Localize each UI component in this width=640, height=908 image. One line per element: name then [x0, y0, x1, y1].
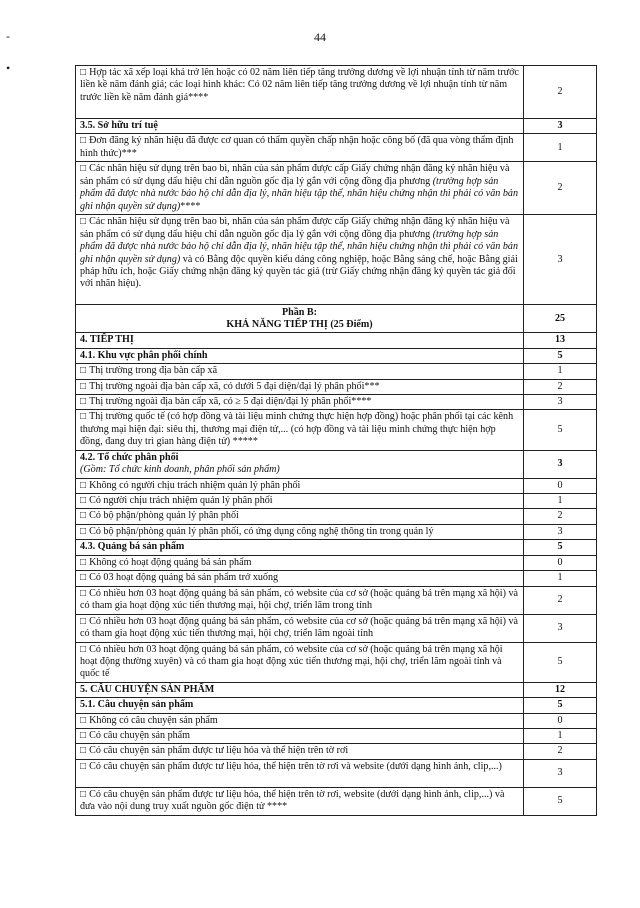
criterion-note: (trường hợp sản phẩm đã được nhà nước bảo hộ chỉ dẫn địa lý, nhãn hiệu tập thể, nhãn hiệu chứng nhận thì phải có văn bản ghi nhận quyền sử dụng)	[80, 228, 518, 265]
score-cell: 1	[524, 364, 597, 379]
criterion-cell	[76, 450, 524, 478]
criterion-text: Có nhiều hơn 03 hoạt động quảng bá sản phẩm, có website của cơ sở (hoặc quảng bá trên mạng xã hội hoạt động thường xuyên) và có tham gia hoạt động xúc tiến thương mại, hội chợ, triển lãm ngoài tỉnh và quốc tế	[80, 643, 503, 680]
criterion-row	[76, 713, 597, 728]
criterion-cell	[76, 348, 524, 363]
section-heading: 5. CÂU CHUYỆN SẢN PHẨM	[80, 683, 215, 695]
checkbox-icon: □	[80, 163, 87, 175]
checkbox-icon: □	[80, 510, 87, 522]
criterion-cell	[76, 614, 524, 642]
section-heading-row	[76, 450, 597, 478]
checkbox-icon: □	[80, 479, 87, 491]
criterion-cell	[76, 494, 524, 509]
criterion-row	[76, 524, 597, 539]
criterion-cell	[76, 410, 524, 450]
criterion-row	[76, 215, 597, 305]
criterion-cell	[76, 698, 524, 713]
section-heading: 4.3. Quảng bá sản phẩm	[80, 541, 185, 553]
checkbox-icon: □	[80, 216, 87, 228]
criterion-row	[76, 364, 597, 379]
score-cell: 5	[524, 787, 597, 815]
criterion-text: Có câu chuyện sản phẩm được tư liệu hóa, thể hiện trên tờ rơi và website (dưới dạng hình ảnh, clip,...)	[89, 760, 502, 772]
score-cell: 1	[524, 728, 597, 743]
score-cell: 2	[524, 162, 597, 215]
checkbox-icon: □	[80, 587, 87, 599]
criterion-cell	[76, 642, 524, 682]
section-heading-row	[76, 698, 597, 713]
section-heading-row	[76, 540, 597, 555]
section-heading-row	[76, 119, 597, 134]
criterion-cell	[76, 119, 524, 134]
criterion-text: Có nhiều hơn 03 hoạt động quảng bá sản phẩm, có website của cơ sở (hoặc quảng bá trên mạng xã hội) và có tham gia hoạt động xúc tiến thương mại, hội chợ, triển lãm trong tỉnh	[80, 587, 519, 611]
score-cell: 3	[524, 395, 597, 410]
criterion-row	[76, 642, 597, 682]
checkbox-icon: □	[80, 572, 87, 584]
part-row	[76, 305, 597, 333]
score-cell: 2	[524, 379, 597, 394]
section-heading-row	[76, 348, 597, 363]
criterion-row	[76, 478, 597, 493]
criterion-note: (trường hợp sản phẩm đã được nhà nước bảo hộ chỉ dẫn địa lý, nhãn hiệu tập thể, nhãn hiệu chứng nhận thì phải có văn bản ghi nhận quyền sử dụng)	[80, 175, 518, 212]
criterion-cell	[76, 540, 524, 555]
checkbox-icon: □	[80, 380, 87, 392]
criterion-row	[76, 744, 597, 759]
criterion-row	[76, 586, 597, 614]
score-cell: 0	[524, 478, 597, 493]
section-heading-row	[76, 333, 597, 348]
criterion-cell	[76, 682, 524, 697]
criterion-row	[76, 379, 597, 394]
criterion-row	[76, 134, 597, 162]
score-cell: 1	[524, 494, 597, 509]
section-heading-row	[76, 682, 597, 697]
score-cell: 3	[524, 524, 597, 539]
criterion-text: Có câu chuyện sản phẩm được tư liệu hóa, thể hiện trên tờ rơi, website (dưới dạng hình ảnh, clip,...) và đưa vào nội dung truy xuất nguồn gốc điện tử ****	[80, 788, 505, 813]
criterion-text: Có người chịu trách nhiệm quản lý phân phối	[89, 495, 273, 507]
criteria-table	[75, 65, 597, 816]
score-cell: 13	[524, 333, 597, 348]
criterion-cell	[76, 305, 524, 333]
criterion-row	[76, 410, 597, 450]
score-cell: 5	[524, 410, 597, 450]
checkbox-icon: □	[80, 556, 87, 568]
criterion-row	[76, 509, 597, 524]
criterion-text: Có câu chuyện sản phẩm	[89, 729, 191, 741]
checkbox-icon: □	[80, 396, 87, 408]
criterion-text: Các nhãn hiệu sử dụng trên bao bì, nhãn của sản phẩm được cấp Giấy chứng nhận đăng ký nhãn hiệu và sản phẩm có sử dụng dấu hiệu chỉ dẫn nguồn gốc địa lý gắn với cộng đồng địa phương	[80, 163, 510, 187]
criterion-cell	[76, 333, 524, 348]
criterion-text: Thị trường quốc tế (có hợp đồng và tài liệu minh chứng thực hiện hợp đồng) hoặc phân phối tại các kênh thương mại hiện đại: siêu thị, thương mại điện tử,... (có hợp đồng và tài liệu minh chứng thực hiện hợp đồng, đang duy trì gian hàng điện tử) *****	[80, 411, 514, 448]
criterion-cell	[76, 379, 524, 394]
score-cell: 5	[524, 698, 597, 713]
page-number: 44	[314, 30, 326, 44]
checkbox-icon: □	[80, 729, 87, 741]
criterion-text: Các nhãn hiệu sử dụng trên bao bì, nhãn của sản phẩm được cấp Giấy chứng nhận đăng ký nhãn hiệu và sản phẩm có sử dụng dấu hiệu chỉ dẫn nguồn gốc địa lý gắn với cộng đồng địa phương	[80, 216, 510, 240]
criterion-row	[76, 162, 597, 215]
criterion-cell	[76, 744, 524, 759]
criterion-text: Có 03 hoạt động quảng bá sản phẩm trở xuống	[89, 572, 279, 584]
criterion-cell	[76, 478, 524, 493]
criterion-cell	[76, 713, 524, 728]
criterion-cell	[76, 555, 524, 570]
criterion-text: Có nhiều hơn 03 hoạt động quảng bá sản phẩm, có website của cơ sở (hoặc quảng bá trên mạng xã hội) và có tham gia hoạt động xúc tiến thương mại, hội chợ, triển lãm ngoài tỉnh	[80, 615, 519, 639]
score-cell: 2	[524, 66, 597, 119]
part-label: Phần B:	[281, 306, 318, 318]
criterion-row	[76, 614, 597, 642]
criterion-cell	[76, 586, 524, 614]
score-cell: 1	[524, 571, 597, 586]
criterion-text: Có bộ phận/phòng quản lý phân phối	[89, 510, 239, 522]
checkbox-icon: □	[80, 495, 87, 507]
score-cell: 3	[524, 119, 597, 134]
score-cell: 3	[524, 215, 597, 305]
criterion-row	[76, 759, 597, 787]
criterion-row	[76, 571, 597, 586]
checkbox-icon: □	[80, 760, 87, 772]
checkbox-icon: □	[80, 135, 87, 147]
criterion-row	[76, 66, 597, 119]
score-cell: 0	[524, 555, 597, 570]
score-cell: 5	[524, 642, 597, 682]
section-heading: 4.2. Tổ chức phân phối	[80, 451, 179, 463]
criterion-text: Có câu chuyện sản phẩm được tư liệu hóa và thể hiện trên tờ rơi	[89, 745, 349, 757]
criterion-text-tail: và có Bằng độc quyền kiểu dáng công nghiệp, hoặc Bằng sáng chế, hoặc Bằng giải pháp hữu ích, hoặc Giấy chứng nhận đăng ký quyền tác giả (trừ Giấy chứng nhận đăng ký quyền tác giả đối với nhãn hiệu).	[80, 253, 518, 290]
criterion-cell	[76, 509, 524, 524]
checkbox-icon: □	[80, 365, 87, 377]
criterion-text: Đơn đăng ký nhãn hiệu đã được cơ quan có thẩm quyền chấp nhận hoặc công bố (đã qua vòng thẩm định hình thức)***	[80, 135, 514, 159]
checkbox-icon: □	[80, 525, 87, 537]
score-cell: 2	[524, 586, 597, 614]
criterion-cell	[76, 728, 524, 743]
checkbox-icon: □	[80, 411, 87, 423]
criterion-cell	[76, 162, 524, 215]
checkbox-icon: □	[80, 714, 87, 726]
criterion-text: Không có câu chuyện sản phẩm	[89, 714, 218, 726]
score-cell: 2	[524, 744, 597, 759]
criterion-cell	[76, 571, 524, 586]
checkbox-icon: □	[80, 788, 87, 800]
section-subtitle: (Gồm: Tổ chức kinh doanh, phân phối sản phẩm)	[80, 464, 280, 476]
score-cell: 2	[524, 509, 597, 524]
checkbox-icon: □	[80, 643, 87, 655]
criterion-cell	[76, 134, 524, 162]
score-cell: 5	[524, 348, 597, 363]
score-cell: 3	[524, 450, 597, 478]
score-cell: 12	[524, 682, 597, 697]
criterion-row	[76, 787, 597, 815]
criterion-text: Thị trường trong địa bàn cấp xã	[89, 365, 218, 377]
criterion-text: Có bộ phận/phòng quản lý phân phối, có ứng dụng công nghệ thông tin trong quản lý	[89, 525, 434, 537]
criterion-cell	[76, 364, 524, 379]
score-cell: 0	[524, 713, 597, 728]
criterion-cell	[76, 759, 524, 787]
part-title: KHẢ NĂNG TIẾP THỊ (25 Điểm)	[226, 318, 373, 330]
criterion-cell	[76, 66, 524, 119]
section-heading: 4.1. Khu vực phân phối chính	[80, 349, 208, 361]
criterion-text: Không có hoạt động quảng bá sản phẩm	[89, 556, 252, 568]
score-cell: 5	[524, 540, 597, 555]
criterion-row	[76, 555, 597, 570]
checkbox-icon: □	[80, 745, 87, 757]
score-cell: 3	[524, 614, 597, 642]
margin-mark: •	[6, 61, 11, 75]
section-heading: 3.5. Sở hữu trí tuệ	[80, 120, 158, 131]
section-heading: 5.1. Câu chuyện sản phẩm	[80, 699, 194, 711]
criterion-cell	[76, 787, 524, 815]
criterion-cell	[76, 215, 524, 305]
criterion-text: Hợp tác xã xếp loại khá trở lên hoặc có 02 năm liên tiếp tăng trưởng dương về lợi nhuận tính từ năm trước liền kề năm đánh giá; các loại hình khác: Có 02 năm liên tiếp tăng trưởng dương về lợi nhuận tính từ năm trước liền kề năm đánh giá****	[80, 67, 519, 103]
checkbox-icon: □	[80, 615, 87, 627]
margin-mark: -	[6, 29, 10, 43]
criterion-cell	[76, 524, 524, 539]
score-cell: 25	[524, 305, 597, 333]
criterion-text: Không có người chịu trách nhiệm quản lý phân phối	[89, 479, 301, 491]
criterion-text: Thị trường ngoài địa bàn cấp xã, có dưới 5 đại diện/đại lý phân phối***	[89, 380, 380, 392]
criterion-row	[76, 494, 597, 509]
section-heading: 4. TIẾP THỊ	[80, 334, 134, 346]
criterion-row	[76, 395, 597, 410]
checkbox-icon: □	[80, 67, 87, 78]
score-cell: 1	[524, 134, 597, 162]
criterion-text-tail: ****	[180, 200, 201, 212]
criterion-row	[76, 728, 597, 743]
criterion-text: Thị trường ngoài địa bàn cấp xã, có ≥ 5 đại diện/đại lý phân phối****	[89, 396, 372, 408]
score-cell: 3	[524, 759, 597, 787]
criterion-cell	[76, 395, 524, 410]
